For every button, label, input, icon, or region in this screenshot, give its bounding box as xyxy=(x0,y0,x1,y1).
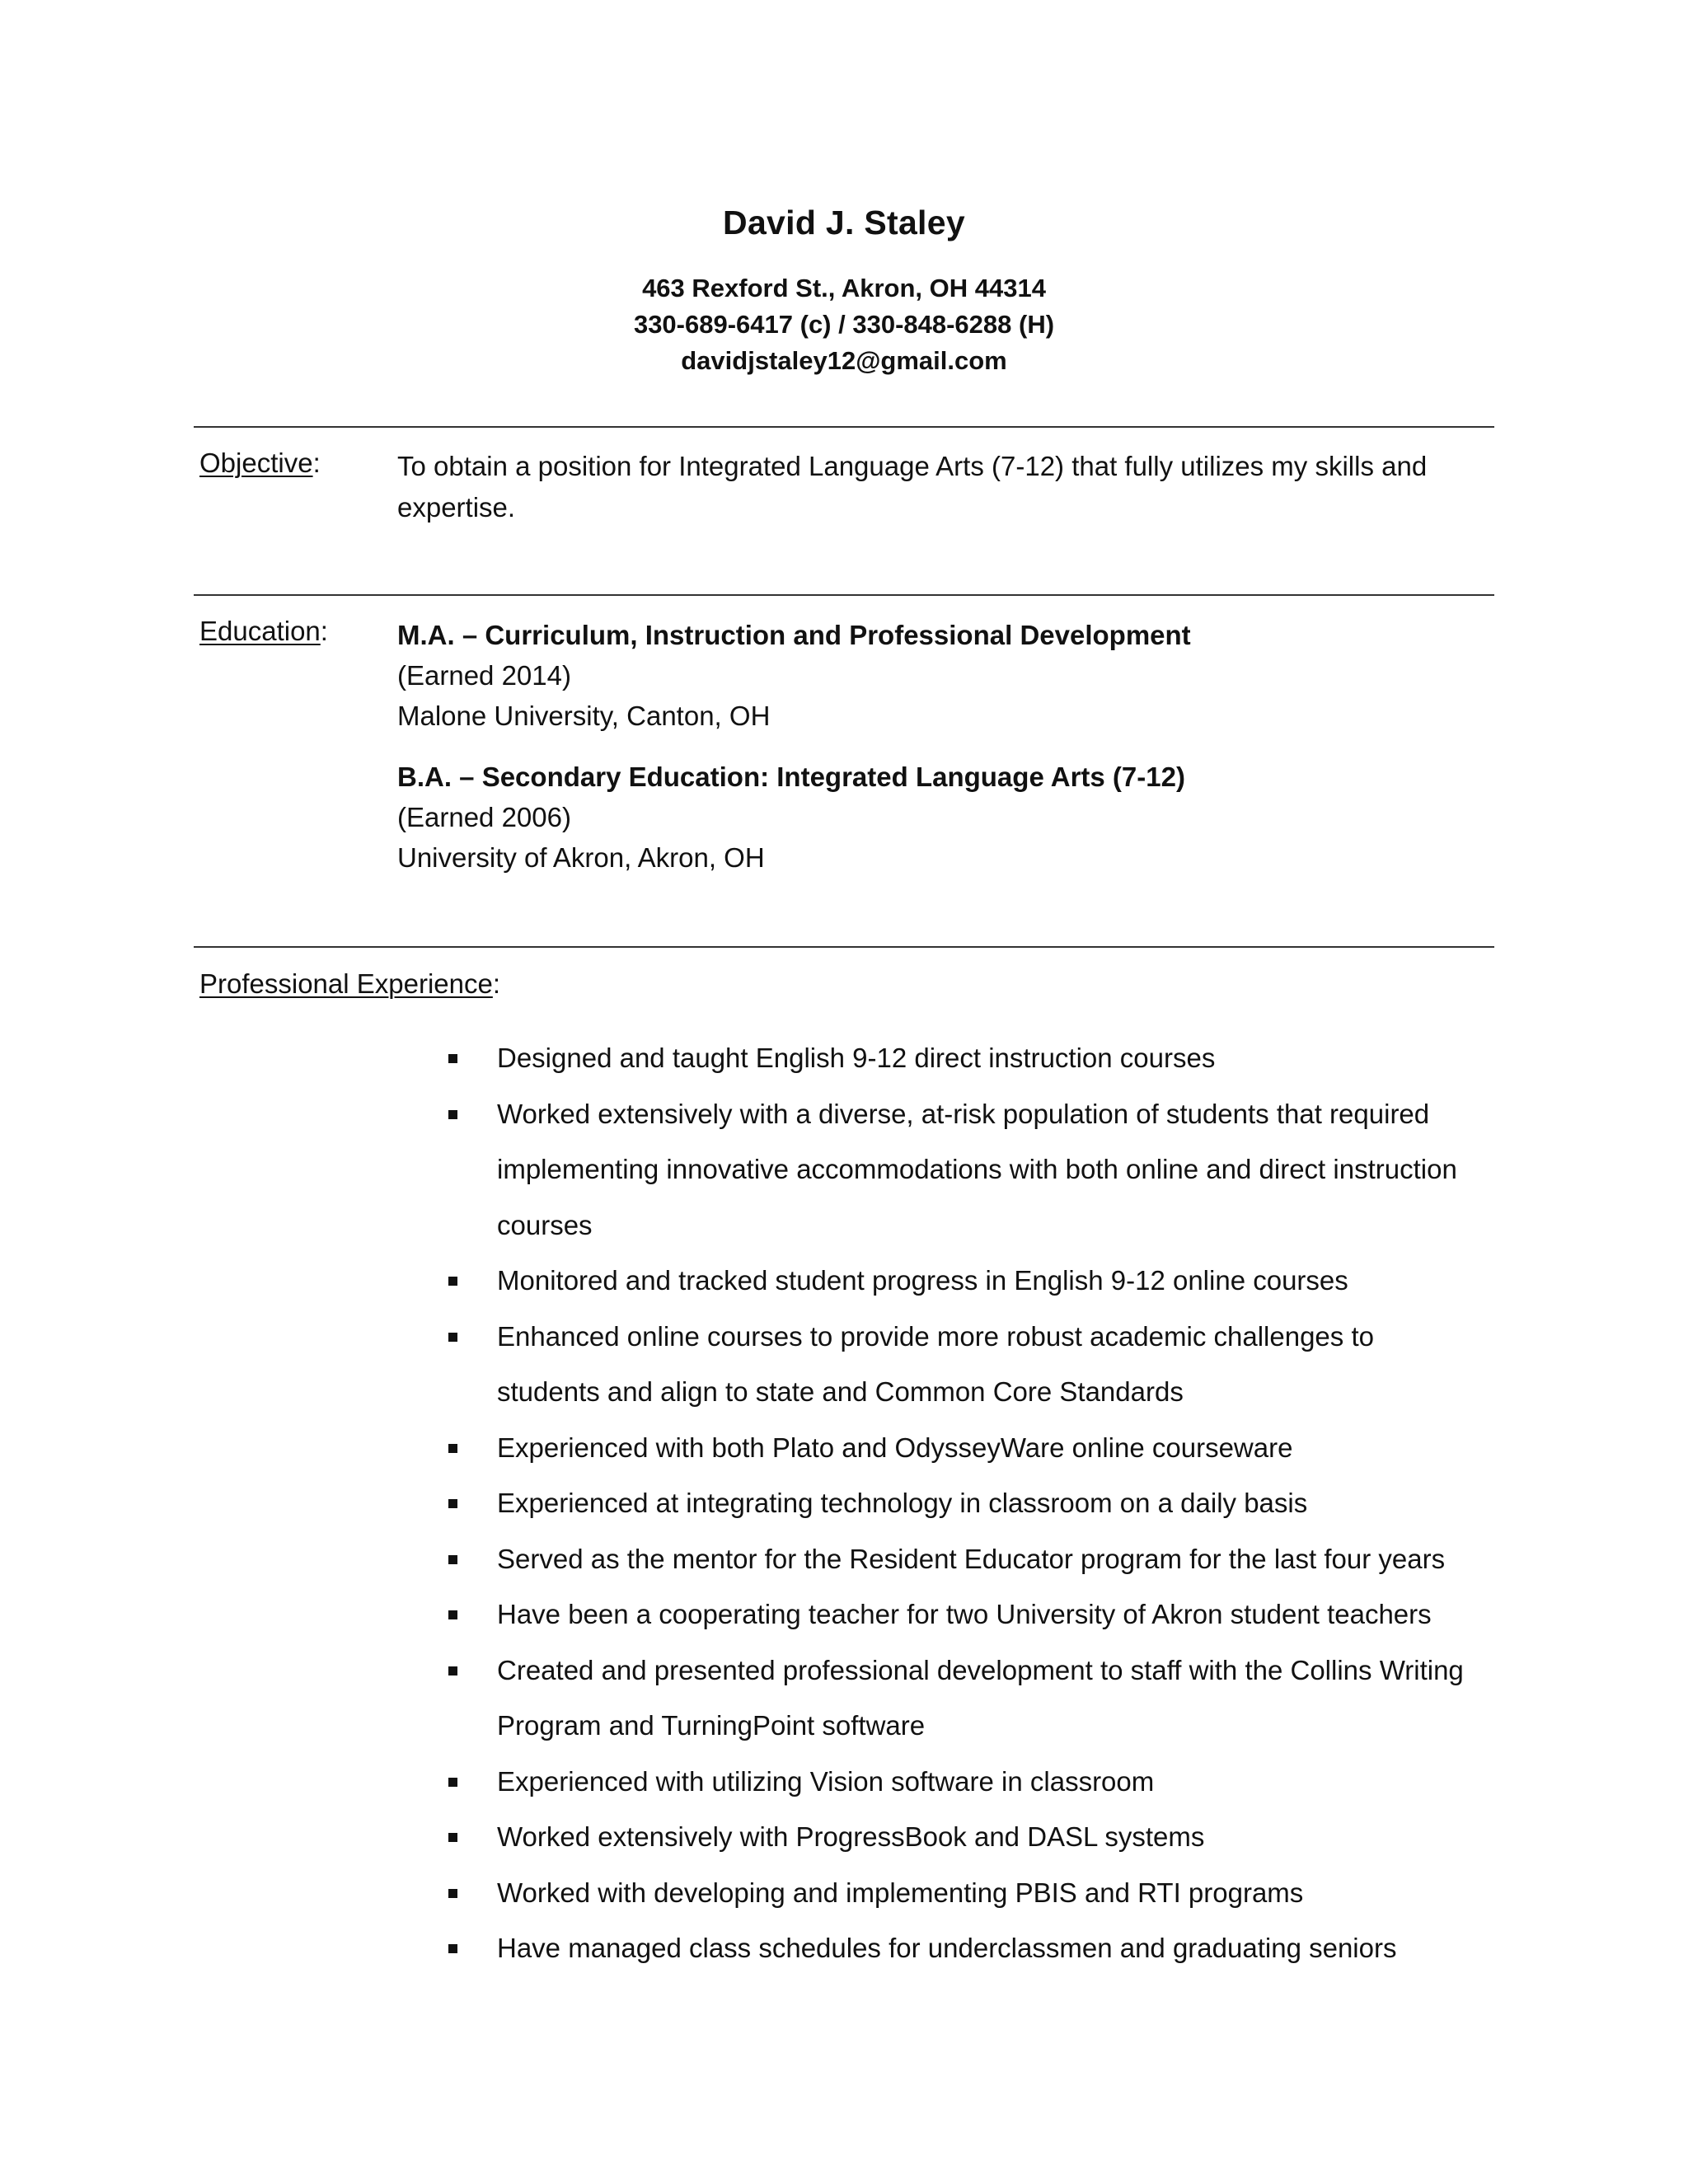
list-item: Enhanced online courses to provide more robust academic challenges to students and align to state and Common Core Standards xyxy=(0,1309,1478,1420)
list-item: Worked extensively with ProgressBook and DASL systems xyxy=(0,1809,1478,1865)
list-item: Served as the mentor for the Resident Educator program for the last four years xyxy=(0,1531,1478,1587)
bullet-square-icon xyxy=(448,1333,457,1342)
experience-list xyxy=(0,1030,1688,1976)
bullet-square-icon xyxy=(448,1277,457,1286)
list-item: Worked extensively with a diverse, at-risk population of students that required implementing innovative accommodations with both online and direct instruction courses xyxy=(0,1086,1478,1254)
degree-earned: (Earned 2014) xyxy=(397,660,571,691)
objective-label: Objective: xyxy=(199,448,321,478)
list-item: Have been a cooperating teacher for two University of Akron student teachers xyxy=(0,1586,1478,1643)
email: davidjstaley12@gmail.com xyxy=(681,346,1007,375)
bullet-square-icon xyxy=(448,1889,457,1898)
degree-school: Malone University, Canton, OH xyxy=(397,701,771,731)
degree-title: B.A. – Secondary Education: Integrated Language Arts (7-12) xyxy=(397,762,1185,792)
degree-entry xyxy=(397,757,1485,878)
list-item: Have managed class schedules for underclassmen and graduating seniors xyxy=(0,1920,1478,1976)
list-item: Designed and taught English 9-12 direct instruction courses xyxy=(0,1030,1478,1086)
bullet-square-icon xyxy=(448,1666,457,1675)
list-item: Monitored and tracked student progress in English 9-12 online courses xyxy=(0,1253,1478,1309)
divider-rule xyxy=(194,946,1494,948)
address: 463 Rexford St., Akron, OH 44314 xyxy=(642,274,1046,302)
candidate-name: David J. Staley xyxy=(723,204,965,241)
degree-title: M.A. – Curriculum, Instruction and Professional Development xyxy=(397,620,1191,650)
experience-label: Professional Experience: xyxy=(199,968,501,999)
bullet-square-icon xyxy=(448,1944,457,1953)
list-item: Worked with developing and implementing PBIS and RTI programs xyxy=(0,1865,1478,1921)
phone-numbers: 330-689-6417 (c) / 330-848-6288 (H) xyxy=(633,310,1055,339)
bullet-square-icon xyxy=(448,1054,457,1063)
objective-text: To obtain a position for Integrated Language Arts (7-12) that fully utilizes my skills and expertise. xyxy=(397,451,1428,523)
list-item: Created and presented professional development to staff with the Collins Writing Program and TurningPoint software xyxy=(0,1643,1478,1754)
degree-entry xyxy=(397,615,1485,736)
list-item: Experienced with utilizing Vision software in classroom xyxy=(0,1754,1478,1810)
education-label: Education: xyxy=(199,616,328,646)
bullet-square-icon xyxy=(448,1610,457,1619)
bullet-square-icon xyxy=(448,1444,457,1453)
bullet-square-icon xyxy=(448,1833,457,1842)
divider-rule xyxy=(194,426,1494,428)
degree-school: University of Akron, Akron, OH xyxy=(397,842,765,873)
bullet-square-icon xyxy=(448,1110,457,1119)
bullet-square-icon xyxy=(448,1555,457,1564)
degree-earned: (Earned 2006) xyxy=(397,802,571,832)
bullet-square-icon xyxy=(448,1499,457,1508)
contact-block xyxy=(0,270,1688,379)
list-item: Experienced with both Plato and OdysseyWare online courseware xyxy=(0,1420,1478,1476)
list-item: Experienced at integrating technology in classroom on a daily basis xyxy=(0,1475,1478,1531)
bullet-square-icon xyxy=(448,1778,457,1787)
divider-rule xyxy=(194,594,1494,596)
